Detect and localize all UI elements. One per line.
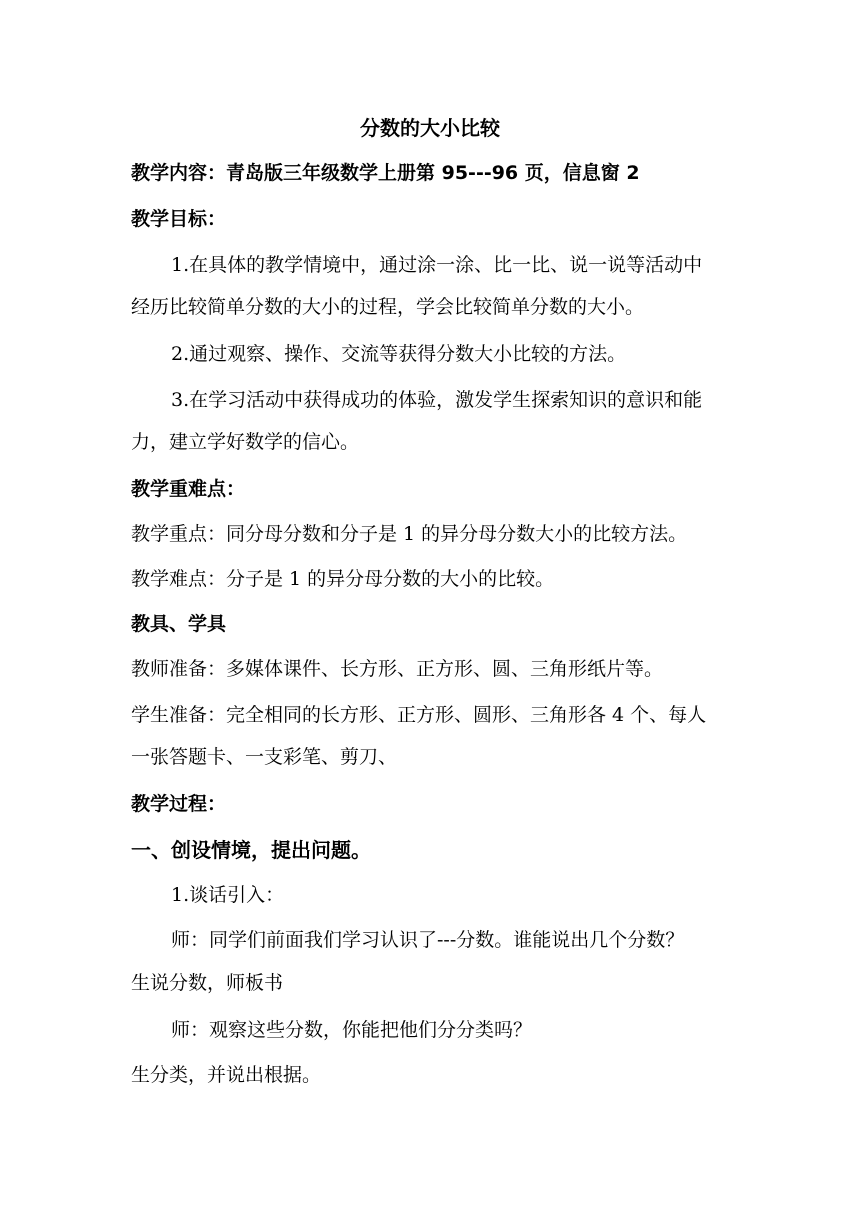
student-preparation-line-1: 学生准备：完全相同的长方形、正方形、圆形、三角形各 4 个、每人 [131,704,707,726]
objective-1-line-1: 1.在具体的教学情境中，通过涂一涂、比一比、说一说等活动中 [171,254,703,276]
student-line-2: 生分类，并说出根据。 [131,1064,322,1086]
objective-3-line-2: 力，建立学好数学的信心。 [131,431,360,453]
objective-3-line-1: 3.在学习活动中获得成功的体验，激发学生探索知识的意识和能 [171,389,703,411]
teaching-focus: 教学重点：同分母分数和分子是 1 的异分母分数大小的比较方法。 [131,523,688,545]
materials-heading: 教具、学具 [131,613,227,635]
student-preparation-line-2: 一张答题卡、一支彩笔、剪刀、 [131,746,398,768]
process-heading: 教学过程： [131,793,227,815]
teaching-content-line: 教学内容：青岛版三年级数学上册第 95---96 页，信息窗 2 [131,162,640,184]
section-1-heading: 一、创设情境，提出问题。 [131,838,371,862]
step-1: 1.谈话引入： [171,884,285,906]
teacher-line-1: 师：同学们前面我们学习认识了---分数。谁能说出几个分数？ [171,929,685,951]
page-title: 分数的大小比较 [360,116,500,140]
objectives-heading: 教学目标： [131,208,227,230]
key-points-heading: 教学重难点： [131,478,246,500]
student-line-1: 生说分数，师板书 [131,972,284,994]
teaching-difficulty: 教学难点：分子是 1 的异分母分数的大小的比较。 [131,568,555,590]
teacher-line-2: 师：观察这些分数，你能把他们分分类吗？ [171,1019,533,1041]
teacher-preparation: 教师准备：多媒体课件、长方形、正方形、圆、三角形纸片等。 [131,658,664,680]
objective-2: 2.通过观察、操作、交流等获得分数大小比较的方法。 [171,343,627,365]
objective-1-line-2: 经历比较简单分数的大小的过程，学会比较简单分数的大小。 [131,296,645,318]
